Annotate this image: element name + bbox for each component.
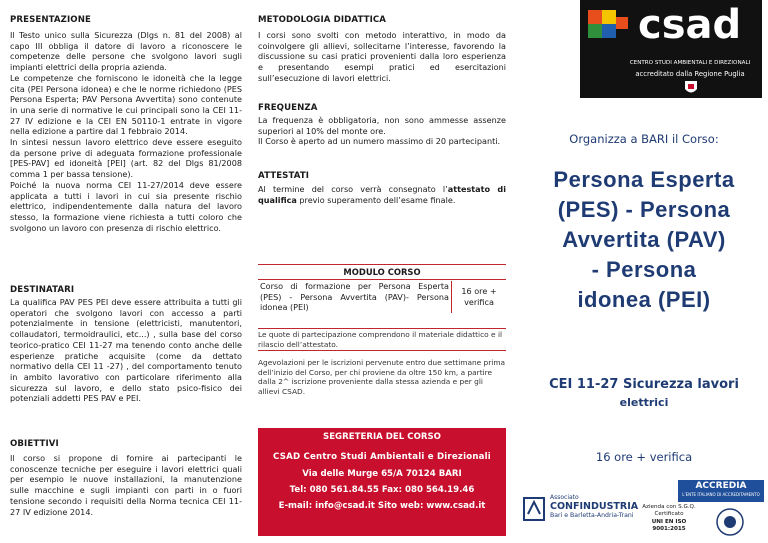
segreteria-box [258, 428, 506, 536]
segreteria-contacts: E-mail: info@csad.it Sito web: www.csad.it [278, 501, 486, 511]
attestati-heading: ATTESTATI [258, 171, 310, 181]
confindustria-icon [522, 494, 546, 524]
table-row [258, 281, 506, 313]
certification-seal-icon [710, 506, 750, 538]
logo-subtitle: CENTRO STUDI AMBIENTALI E DIREZIONALI [629, 60, 751, 66]
frequenza-heading: FREQUENZA [258, 103, 318, 113]
accredia-subtitle: L'ENTE ITALIANO DI ACCREDITAMENTO [682, 492, 760, 497]
segreteria-heading: SEGRETERIA DEL CORSO [323, 432, 441, 442]
cert-line: Certificato [654, 511, 684, 518]
cert-line: UNI EN ISO 9001:2015 [651, 518, 687, 533]
destinatari-body: La qualifica PAV PES PEI deve essere attribuita a tutti gli operatori che svolgono lavori con accesso a parti potenzialmente in tensione (elettricisti, manutentori, collaudatori, termoidraulici, etc...) , sulla base del corso teorico-pratico CEI 11-27 ma tenendo conto anche delle esperienze pratiche acquisite (come da dettato normativo della CEI 11 -27) , del comportamento tenuto in ambito lavorativo con particolare riferimento alla sicurezza sul lavoro, e dello stato psico-fisico dei potenziali addetti PES PAV e PEI. [10, 297, 242, 404]
accredia-logo [678, 480, 764, 502]
footer-logos [520, 480, 768, 540]
course-duration: 16 ore + verifica [595, 450, 693, 464]
cert-line: Azienda con S.G.Q. [642, 504, 696, 510]
confindustria-assoc: Associato [550, 494, 579, 501]
modulo-table [258, 281, 506, 313]
metodologia-body: I corsi sono svolti con metodo interattivo, in modo da coinvolgere gli allievi, sollecitarne l’interesse, favorendo la discussione su casi pratici provenienti dalla loro esperienza e presentando esempi pratici ed esercitazioni sull’esecuzione di lavori elettrici. [258, 30, 506, 83]
attestati-body [258, 184, 506, 205]
frequenza-line: La frequenza è obbligatoria, non sono ammesse assenze superiori al 10% del monte ore. [258, 115, 506, 136]
title-line: (PES) - Persona [557, 197, 731, 222]
frequenza-line: Il Corso è aperto ad un numero massimo di 20 partecipanti. [258, 136, 501, 147]
csad-logo [580, 0, 762, 98]
attestati-text-end: previo superamento dell’esame finale. [296, 194, 456, 205]
cei-subtitle [520, 376, 768, 412]
title-line: Avvertita (PAV) [562, 227, 726, 252]
right-column [520, 0, 768, 543]
confindustria-city: Bari e Barletta-Andria-Trani [550, 512, 634, 519]
cei-line: elettrici [619, 396, 669, 409]
confindustria-logo [550, 494, 640, 519]
presentazione-body [10, 30, 242, 233]
metodologia-heading: METODOLOGIA DIDATTICA [258, 15, 387, 25]
modulo-corso-heading: MODULO CORSO [258, 264, 506, 280]
attestati-bold: attestato di qualifica [258, 184, 506, 205]
title-line: Persona Esperta [553, 167, 735, 192]
segreteria-name: CSAD Centro Studi Ambientali e Direzionali [273, 452, 491, 462]
attestati-text: Al termine del corso verrà consegnato l’ [258, 184, 448, 194]
accredited-text: accreditato dalla Regione Puglia [635, 70, 745, 78]
presentazione-paragraph: Le competenze che forniscono le idoneità che la legge cita (PEI Persona idonea) e che le norme richiedono (PES Persona Esperta; PAV Persona Avvertita) sono contenute in una serie di normative le cui principali sono la CEI 11-27 IV edizione e la CEI EN 50110-1 entrate in vigore nella edizione a partire dal 1 febbraio 2014. [10, 72, 242, 137]
presentazione-paragraph: Poiché la nuova norma CEI 11-27/2014 deve essere applicata a tutti i lavori in cui sia presente rischio elettrico, indipendentemente dalla natura del lavoro stesso, la formazione viene richiesta a tutti coloro che svolgono un lavoro con presenza di rischio elettrico. [10, 179, 242, 233]
segreteria-address: Via delle Murge 65/A 70124 BARI [302, 469, 462, 479]
destinatari-heading: DESTINATARI [10, 285, 75, 295]
obiettivi-heading: OBIETTIVI [10, 439, 59, 449]
course-name-cell: Corso di formazione per Persona Esperta (PES) - Persona Avvertita (PAV)- Persona idonea (PEI) [260, 281, 449, 313]
quote-note: Le quote di partecipazione comprendono il materiale didattico e il rilascio dell’attestato. [258, 328, 506, 351]
course-duration-cell: 16 ore + verifica [452, 281, 507, 313]
accredia-text: ACCREDIA [695, 481, 747, 491]
course-title [520, 165, 768, 315]
regione-puglia-seal-icon [684, 80, 698, 96]
presentazione-paragraph: Il Testo unico sulla Sicurezza (Dlgs n. 81 del 2008) al capo III obbliga il datore di lavoro a riconoscere le competenze delle persone che svolgono lavori sugli impianti elettrici della propria azienda. [10, 30, 242, 73]
title-line: - Persona [591, 257, 697, 282]
frequenza-body [258, 115, 506, 147]
confindustria-name: CONFINDUSTRIA [550, 501, 639, 512]
agevolazioni-note: Agevolazioni per le iscrizioni pervenute entro due settimane prima dell’inizio del Corso, per chi proviene da oltre 150 km, a partire dalla 2^ iscrizione proveniente dalla stessa azienda e per gli allievi CSAD. [258, 358, 506, 396]
obiettivi-body: Il corso si propone di fornire ai partecipanti le conoscenze tecniche per eseguire i lavori elettrici quali per esempio le nuove installazioni, la manutenzione sulle macchine e sugli impianti con parti in o fuori tensione secondo i requisiti della Norma tecnica CEI 11-27 IV edizione 2014. [10, 453, 242, 517]
presentazione-paragraph: In sintesi nessun lavoro elettrico deve essere eseguito da persone prive di adeguata formazione professionale [PES-PAV] ed idoneità [PEI] (art. 82 del Dlgs 81/2008 comma 1 per bassa tensione). [10, 137, 242, 180]
presentazione-heading: PRESENTAZIONE [10, 15, 91, 25]
organizza-line: Organizza a BARI il Corso: [569, 132, 719, 146]
logo-text: csad [638, 2, 742, 48]
segreteria-phone: Tel: 080 561.84.55 Fax: 080 564.19.46 [289, 485, 475, 495]
iso-certification [638, 504, 700, 534]
cei-line: CEI 11-27 Sicurezza lavori [549, 377, 739, 392]
title-line: idonea (PEI) [577, 287, 711, 312]
